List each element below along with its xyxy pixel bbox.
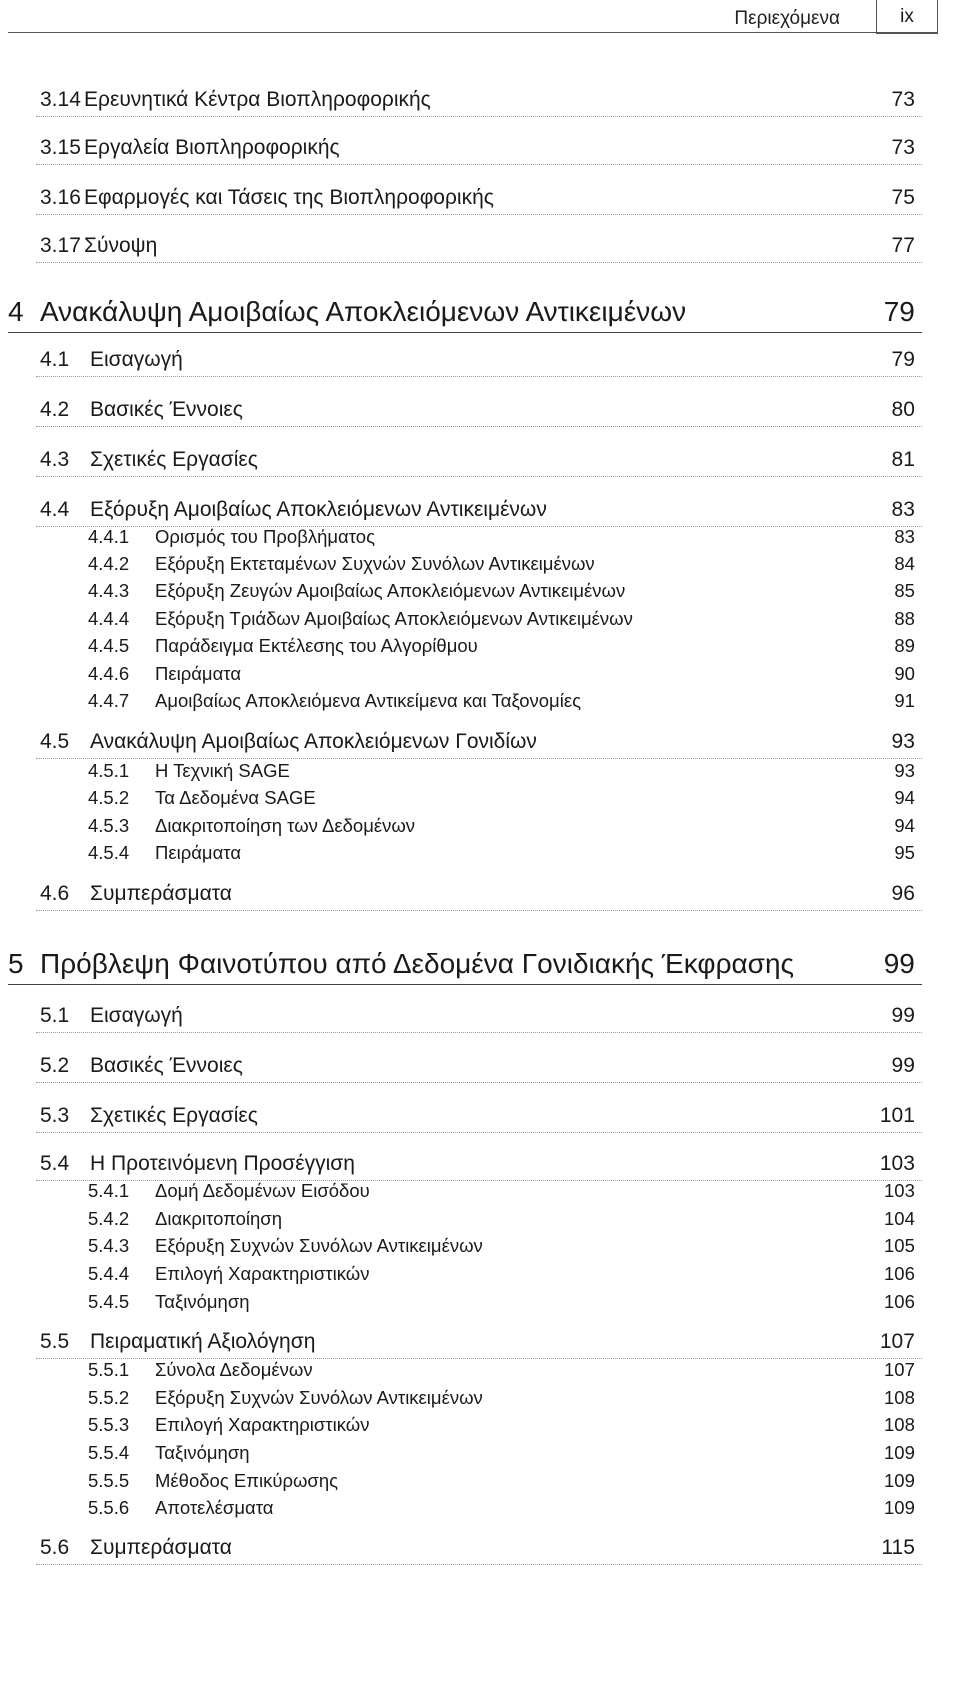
toc-entry-number: 5.5.3	[88, 1414, 130, 1435]
toc-entry-page: 81	[891, 448, 915, 471]
toc-entry-number: 5.4.5	[88, 1291, 130, 1312]
toc-entry-page: 109	[884, 1470, 915, 1491]
running-header-title: Περιεχόμενα	[734, 8, 840, 29]
toc-entry-page: 99	[891, 1004, 915, 1027]
toc-entry-page: 80	[891, 398, 915, 421]
toc-entry-title: Βασικές Έννοιες	[90, 1054, 243, 1077]
toc-entry-title: Εξόρυξη Εκτεταμένων Συχνών Συνόλων Αντικειμένων	[155, 553, 595, 574]
toc-entry-title: Αμοιβαίως Αποκλειόμενα Αντικείμενα και Ταξονομίες	[155, 690, 581, 711]
toc-leader-rule	[36, 910, 922, 911]
toc-entry-number: 4.4.1	[88, 526, 130, 547]
toc-entry-title: Πειραματική Αξιολόγηση	[90, 1330, 316, 1353]
toc-entry-page: 88	[894, 608, 915, 629]
toc-entry-page: 91	[894, 690, 915, 711]
toc-leader-rule	[36, 214, 922, 215]
toc-entry-title: Επιλογή Χαρακτηριστικών	[155, 1263, 370, 1284]
toc-entry-page: 103	[884, 1180, 915, 1201]
toc-entry-number: 4.6	[40, 882, 70, 905]
toc-entry-page: 106	[884, 1263, 915, 1284]
toc-leader-rule	[36, 1564, 922, 1565]
toc-entry-number: 4.2	[40, 398, 70, 421]
toc-entry-page: 93	[891, 730, 915, 753]
toc-entry-number: 5.3	[40, 1104, 70, 1127]
toc-entry-title: Βασικές Έννοιες	[90, 398, 243, 421]
toc-entry-page: 107	[879, 1330, 915, 1353]
toc-entry-title: Σχετικές Εργασίες	[90, 1104, 258, 1127]
toc-entry-title: Εξόρυξη Συχνών Συνόλων Αντικειμένων	[155, 1235, 483, 1256]
toc-entry-title: Ανακάλυψη Αμοιβαίως Αποκλειόμενων Αντικειμένων	[40, 296, 687, 327]
toc-entry-title: Διακριτοποίηση	[155, 1208, 283, 1229]
toc-entry-number: 5.5.2	[88, 1387, 130, 1408]
toc-entry-number: 5.6	[40, 1536, 70, 1559]
toc-entry-number: 4.5.2	[88, 787, 130, 808]
toc-entry-number: 5.5.6	[88, 1497, 130, 1518]
toc-entry-page: 73	[891, 136, 915, 159]
toc-entry-title: Εξόρυξη Ζευγών Αμοιβαίως Αποκλειόμενων Αντικειμένων	[155, 580, 626, 601]
toc-entry-number: 4.5	[40, 730, 70, 753]
toc-entry-title: Εφαρμογές και Τάσεις της Βιοπληροφορικής	[84, 186, 494, 209]
toc-entry-title: Εξόρυξη Τριάδων Αμοιβαίως Αποκλειόμενων Αντικειμένων	[155, 608, 633, 629]
toc-entry-page: 109	[884, 1442, 915, 1463]
toc-entry-page: 95	[894, 842, 915, 863]
toc-entry-number: 4.4.7	[88, 690, 130, 711]
toc-entry-number: 5.5.5	[88, 1470, 130, 1491]
toc-leader-rule	[36, 376, 922, 377]
toc-entry-number: 5	[8, 948, 24, 979]
toc-entry-number: 5.4.3	[88, 1235, 130, 1256]
toc-entry-page: 83	[894, 526, 915, 547]
toc-entry-title: Πειράματα	[155, 842, 242, 863]
toc-leader-rule	[36, 426, 922, 427]
toc-entry-page: 109	[884, 1497, 915, 1518]
toc-entry-title: Η Προτεινόμενη Προσέγγιση	[90, 1152, 355, 1175]
toc-leader-rule	[36, 164, 922, 165]
toc-leader-rule	[8, 984, 922, 985]
toc-entry-page: 94	[894, 815, 915, 836]
toc-entry-page: 90	[894, 663, 915, 684]
toc-entry-number: 4.5.3	[88, 815, 130, 836]
toc-entry-title: Σχετικές Εργασίες	[90, 448, 258, 471]
toc-entry-page: 77	[891, 234, 915, 257]
toc-entry-number: 4.4	[40, 498, 70, 521]
toc-entry-number: 5.1	[40, 1004, 70, 1027]
toc-entry-number: 4.4.4	[88, 608, 130, 629]
toc-entry-number: 4.4.3	[88, 580, 130, 601]
toc-entry-title: Εισαγωγή	[90, 348, 183, 371]
toc-entry-title: Εισαγωγή	[90, 1004, 183, 1027]
toc-entry-title: Πειράματα	[155, 663, 242, 684]
toc-entry-page: 79	[891, 348, 915, 371]
toc-entry-title: Τα Δεδομένα SAGE	[155, 787, 316, 808]
page-number-box: ix	[876, 0, 938, 34]
toc-entry-page: 115	[881, 1536, 915, 1559]
toc-entry-title: Εργαλεία Βιοπληροφορικής	[84, 136, 340, 159]
toc-entry-number: 3.17	[40, 234, 81, 257]
toc-entry-page: 108	[884, 1387, 915, 1408]
toc-entry-page: 101	[879, 1104, 915, 1127]
toc-entry-number: 5.5	[40, 1330, 70, 1353]
toc-entry-title: Μέθοδος Επικύρωσης	[155, 1470, 339, 1491]
toc-entry-page: 104	[884, 1208, 915, 1229]
toc-entry-page: 73	[891, 88, 915, 111]
toc-entry-title: Σύνοψη	[84, 234, 158, 257]
toc-entry-title: Εξόρυξη Αμοιβαίως Αποκλειόμενων Αντικειμένων	[90, 498, 547, 521]
header-divider	[8, 32, 938, 33]
toc-entry-number: 5.5.1	[88, 1359, 130, 1380]
toc-entry-page: 85	[894, 580, 915, 601]
toc-entry-page: 83	[891, 498, 915, 521]
toc-entry-number: 4.4.2	[88, 553, 130, 574]
toc-entry-number: 5.2	[40, 1054, 70, 1077]
toc-entry-title: Δομή Δεδομένων Εισόδου	[155, 1180, 370, 1201]
toc-entry-title: Η Τεχνική SAGE	[155, 760, 290, 781]
toc-entry-page: 94	[894, 787, 915, 808]
toc-entry-title: Σύνολα Δεδομένων	[155, 1359, 313, 1380]
toc-entry-title: Παράδειγμα Εκτέλεσης του Αλγορίθμου	[155, 635, 478, 656]
toc-entry-title: Πρόβλεψη Φαινοτύπου από Δεδομένα Γονιδιακής Έκφρασης	[40, 948, 795, 979]
toc-leader-rule	[36, 1132, 922, 1133]
toc-entry-title: Διακριτοποίηση των Δεδομένων	[155, 815, 416, 836]
toc-entry-title: Εξόρυξη Συχνών Συνόλων Αντικειμένων	[155, 1387, 483, 1408]
toc-entry-number: 4.5.1	[88, 760, 130, 781]
toc-leader-rule	[36, 758, 922, 759]
toc-entry-page: 105	[884, 1235, 915, 1256]
toc-entry-page: 99	[891, 1054, 915, 1077]
toc-entry-number: 4	[8, 296, 24, 327]
toc-leader-rule	[36, 116, 922, 117]
toc-entry-title: Ανακάλυψη Αμοιβαίως Αποκλειόμενων Γονιδίων	[90, 730, 537, 753]
toc-entry-number: 4.4.6	[88, 663, 130, 684]
toc-entry-page: 108	[884, 1414, 915, 1435]
toc-entry-number: 3.16	[40, 186, 81, 209]
toc-entry-title: Ταξινόμηση	[155, 1442, 250, 1463]
toc-entry-title: Συμπεράσματα	[90, 1536, 232, 1559]
toc-leader-rule	[36, 262, 922, 263]
toc-entry-title: Συμπεράσματα	[90, 882, 232, 905]
toc-entry-page: 103	[879, 1152, 915, 1175]
toc-entry-page: 93	[894, 760, 915, 781]
toc-leader-rule	[36, 1032, 922, 1033]
toc-entry-number: 5.4.2	[88, 1208, 130, 1229]
toc-entry-page: 89	[894, 635, 915, 656]
toc-leader-rule	[36, 476, 922, 477]
toc-entry-number: 5.5.4	[88, 1442, 130, 1463]
toc-entry-page: 84	[894, 553, 915, 574]
toc-entry-title: Ορισμός του Προβλήματος	[155, 526, 375, 547]
toc-entry-page: 106	[884, 1291, 915, 1312]
toc-entry-number: 4.5.4	[88, 842, 130, 863]
toc-entry-number: 5.4.1	[88, 1180, 130, 1201]
toc-entry-page: 75	[891, 186, 915, 209]
toc-leader-rule	[36, 1082, 922, 1083]
toc-entry-number: 4.1	[40, 348, 70, 371]
toc-entry-page: 107	[884, 1359, 915, 1380]
toc-entry-number: 4.4.5	[88, 635, 130, 656]
toc-entry-title: Ταξινόμηση	[155, 1291, 250, 1312]
toc-entry-title: Επιλογή Χαρακτηριστικών	[155, 1414, 370, 1435]
toc-entry-number: 3.14	[40, 88, 81, 111]
toc-entry-page: 99	[883, 948, 915, 979]
toc-entry-number: 5.4	[40, 1152, 70, 1175]
toc-entry-page: 96	[891, 882, 915, 905]
toc-leader-rule	[8, 332, 922, 333]
toc-entry-number: 3.15	[40, 136, 81, 159]
toc-entry-title: Ερευνητικά Κέντρα Βιοπληροφορικής	[84, 88, 431, 111]
toc-entry-number: 5.4.4	[88, 1263, 130, 1284]
toc-entry-title: Αποτελέσματα	[155, 1497, 274, 1518]
toc-entry-number: 4.3	[40, 448, 70, 471]
toc-entry-page: 79	[883, 296, 915, 327]
